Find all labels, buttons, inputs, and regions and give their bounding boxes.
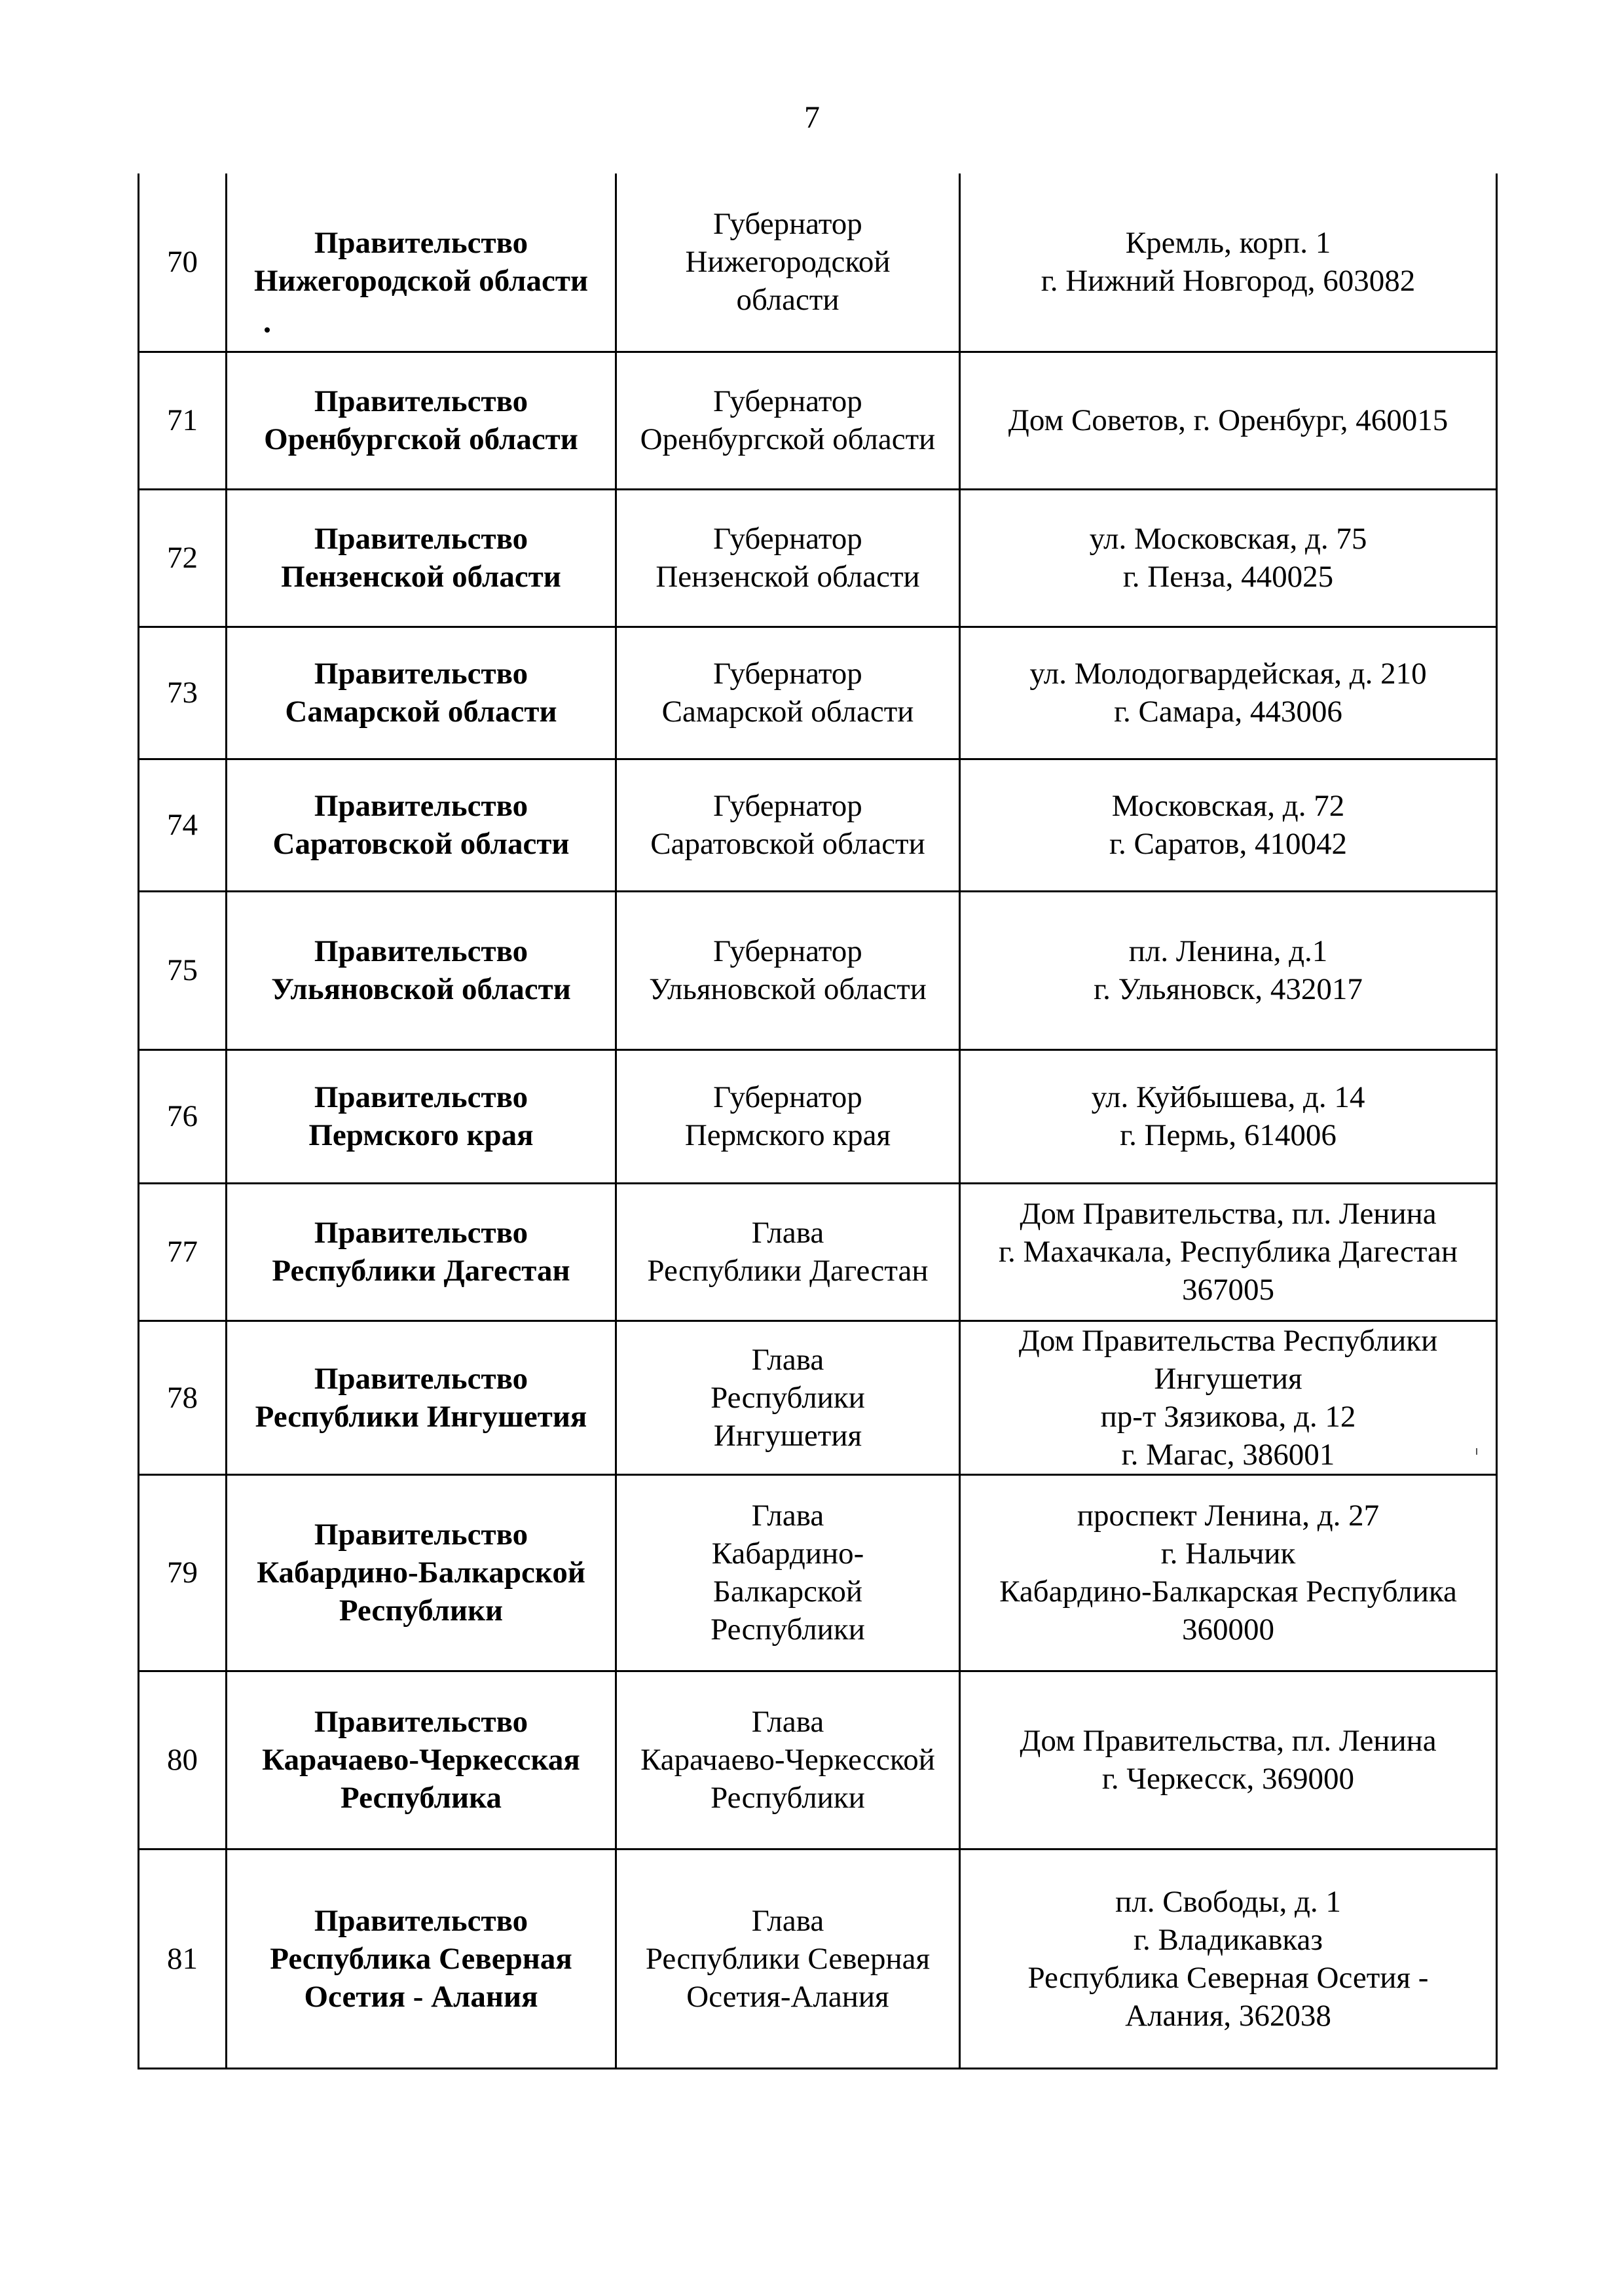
address-line: г. Магас, 386001 — [1121, 1437, 1335, 1472]
address-cell — [960, 759, 1497, 891]
address-cell — [960, 1849, 1497, 2068]
head-title-line: Глава — [751, 1216, 824, 1250]
row-number-cell — [139, 1474, 227, 1671]
organization-name-line: Самарской области — [285, 695, 557, 729]
address-line: г. Нижний Новгород, 603082 — [1041, 264, 1416, 299]
organization-name-cell — [227, 1183, 616, 1321]
organization-name-line: Правительство — [314, 934, 528, 968]
address-line: г. Владикавказ — [1134, 1922, 1323, 1957]
address-line: ул. Куйбышева, д. 14 — [1091, 1080, 1365, 1114]
table-row — [139, 173, 1497, 352]
head-title-line: Губернатор — [713, 657, 862, 691]
organization-name-line: Республики — [339, 1594, 504, 1628]
row-number: 75 — [167, 953, 198, 987]
address-cell — [960, 352, 1497, 489]
head-title-line: Губернатор — [713, 789, 862, 823]
organization-name-line: Нижегородской области — [253, 264, 589, 299]
head-title-line: Карачаево-Черкесской — [640, 1743, 935, 1777]
organization-name-line: Правительство — [314, 657, 528, 691]
address-line: проспект Ленина, д. 27 — [1077, 1499, 1380, 1533]
organization-name-cell — [227, 352, 616, 489]
table-body — [139, 173, 1497, 2068]
row-number: 77 — [167, 1235, 198, 1269]
row-number-cell — [139, 489, 227, 627]
row-number-cell — [139, 1671, 227, 1849]
organization-name-cell — [227, 627, 616, 759]
organization-name-line: Республика Северная — [270, 1941, 572, 1976]
organization-name-line: Пензенской области — [281, 560, 561, 594]
address-line: г. Нальчик — [1160, 1537, 1296, 1571]
organization-name-line: Республики Ингушетия — [255, 1399, 587, 1434]
organization-name-line: Правительство — [314, 1705, 528, 1739]
organization-name-cell — [227, 173, 616, 352]
head-title-line: Кабардино- — [711, 1537, 864, 1571]
address-line: пл. Ленина, д.1 — [1128, 934, 1328, 968]
table-row — [139, 489, 1497, 627]
row-number-cell — [139, 891, 227, 1049]
organization-name-line: Правительство — [314, 522, 528, 556]
address-line: Дом Правительства, пл. Ленина — [1020, 1724, 1437, 1758]
address-line: г. Махачкала, Республика Дагестан — [999, 1235, 1458, 1269]
head-title-line: Губернатор — [713, 522, 862, 556]
organization-name-cell — [227, 1671, 616, 1849]
head-title-line: Осетия-Алания — [686, 1979, 889, 2014]
row-number-cell — [139, 759, 227, 891]
address-line: г. Пермь, 614006 — [1120, 1118, 1337, 1152]
organization-name-line: Республика — [341, 1781, 502, 1815]
address-line: Дом Советов, г. Оренбург, 460015 — [1008, 403, 1449, 437]
organization-name-cell — [227, 1849, 616, 2068]
organization-name-line: Оренбургской области — [264, 422, 578, 456]
address-cell — [960, 1183, 1497, 1321]
address-cell — [960, 627, 1497, 759]
organization-name-line: Осетия - Алания — [304, 1979, 538, 2014]
head-title-line: Самарской области — [661, 695, 914, 729]
address-line: пр-т Зязикова, д. 12 — [1100, 1399, 1356, 1434]
address-line: г. Ульяновск, 432017 — [1094, 972, 1363, 1006]
head-title-line: Оренбургской области — [640, 422, 936, 456]
head-title-cell — [616, 1474, 960, 1671]
stray-dot-mark — [265, 327, 270, 333]
head-title-cell — [616, 1049, 960, 1183]
row-number-cell — [139, 627, 227, 759]
organization-name-cell — [227, 891, 616, 1049]
organization-name-line: Правительство — [314, 1903, 528, 1938]
head-title-line: Республики — [710, 1613, 865, 1647]
address-line: Московская, д. 72 — [1111, 789, 1345, 823]
row-number-cell — [139, 1183, 227, 1321]
row-number: 79 — [167, 1556, 198, 1590]
row-number-cell — [139, 1321, 227, 1474]
head-title-line: Губернатор — [713, 934, 862, 968]
address-line: Кремль, корп. 1 — [1125, 226, 1331, 261]
head-title-cell — [616, 173, 960, 352]
address-line: 360000 — [1182, 1613, 1274, 1647]
head-title-line: Республики Северная — [645, 1941, 931, 1976]
table-row — [139, 1049, 1497, 1183]
organization-name-line: Правительство — [314, 384, 528, 418]
head-title-cell — [616, 1849, 960, 2068]
head-title-cell — [616, 1671, 960, 1849]
address-line: 367005 — [1182, 1273, 1274, 1307]
address-line: г. Черкесск, 369000 — [1101, 1762, 1355, 1796]
table-row — [139, 759, 1497, 891]
address-cell — [960, 489, 1497, 627]
table-row — [139, 1183, 1497, 1321]
organization-name-cell — [227, 1321, 616, 1474]
head-title-line: Пермского края — [684, 1118, 891, 1152]
organization-name-line: Правительство — [314, 226, 528, 261]
row-number-cell — [139, 173, 227, 352]
address-line: Республика Северная Осетия - — [1027, 1960, 1429, 1995]
head-title-cell — [616, 1321, 960, 1474]
head-title-line: Республики — [710, 1781, 865, 1815]
row-number: 72 — [167, 541, 198, 575]
table-row — [139, 627, 1497, 759]
organization-name-cell — [227, 489, 616, 627]
row-number-cell — [139, 1049, 227, 1183]
head-title-line: Саратовской области — [650, 827, 925, 861]
organization-name-line: Карачаево-Черкесская — [262, 1743, 580, 1777]
head-title-line: области — [736, 283, 840, 318]
row-number: 70 — [167, 245, 198, 280]
organization-name-line: Кабардино-Балкарской — [257, 1556, 585, 1590]
head-title-line: Глава — [751, 1342, 824, 1377]
table-row — [139, 891, 1497, 1049]
address-line: Дом Правительства Республики — [1018, 1323, 1438, 1358]
table-row — [139, 1321, 1497, 1474]
government-contacts-table — [138, 173, 1498, 2069]
address-line: Ингушетия — [1154, 1361, 1302, 1396]
organization-name-line: Правительство — [314, 1518, 528, 1552]
address-line: ул. Молодогвардейская, д. 210 — [1029, 657, 1427, 691]
row-number: 74 — [167, 808, 198, 842]
organization-name-line: Правительство — [314, 1080, 528, 1114]
page-number: 7 — [804, 100, 820, 135]
address-line: Алания, 362038 — [1125, 1998, 1331, 2033]
organization-name-cell — [227, 759, 616, 891]
address-cell — [960, 1671, 1497, 1849]
head-title-line: Пензенской области — [655, 560, 920, 594]
head-title-line: Глава — [751, 1499, 824, 1533]
row-number: 73 — [167, 676, 198, 710]
table-row — [139, 1849, 1497, 2068]
organization-name-line: Правительство — [314, 1216, 528, 1250]
address-cell — [960, 1321, 1497, 1474]
address-line: Кабардино-Балкарская Республика — [999, 1575, 1457, 1609]
head-title-cell — [616, 1183, 960, 1321]
address-cell — [960, 173, 1497, 352]
head-title-cell — [616, 627, 960, 759]
organization-name-line: Саратовской области — [272, 827, 570, 861]
head-title-cell — [616, 352, 960, 489]
organization-name-line: Правительство — [314, 789, 528, 823]
organization-name-line: Республики Дагестан — [272, 1254, 570, 1288]
head-title-line: Глава — [751, 1705, 824, 1739]
head-title-line: Губернатор — [713, 384, 862, 418]
head-title-cell — [616, 759, 960, 891]
address-line: г. Пенза, 440025 — [1122, 560, 1334, 594]
row-number-cell — [139, 1849, 227, 2068]
head-title-line: Нижегородской — [685, 245, 891, 280]
row-number: 76 — [167, 1099, 198, 1133]
address-line: ул. Московская, д. 75 — [1089, 522, 1367, 556]
row-number: 71 — [167, 403, 198, 437]
head-title-line: Губернатор — [713, 207, 862, 242]
address-line: Дом Правительства, пл. Ленина — [1020, 1197, 1437, 1231]
address-cell — [960, 891, 1497, 1049]
head-title-cell — [616, 489, 960, 627]
head-title-line: Губернатор — [713, 1080, 862, 1114]
address-line: пл. Свободы, д. 1 — [1115, 1884, 1341, 1919]
address-line: г. Самара, 443006 — [1114, 695, 1342, 729]
organization-name-line: Пермского края — [308, 1118, 534, 1152]
organization-name-line: Правительство — [314, 1361, 528, 1396]
row-number: 81 — [167, 1941, 198, 1976]
address-line: г. Саратов, 410042 — [1109, 827, 1347, 861]
table-row — [139, 352, 1497, 489]
head-title-line: Глава — [751, 1903, 824, 1938]
head-title-line: Ингушетия — [713, 1418, 862, 1453]
organization-name-cell — [227, 1049, 616, 1183]
table-row — [139, 1474, 1497, 1671]
address-cell — [960, 1474, 1497, 1671]
organization-name-cell — [227, 1474, 616, 1671]
address-cell — [960, 1049, 1497, 1183]
organization-name-line: Ульяновской области — [271, 972, 571, 1006]
row-number: 78 — [167, 1380, 198, 1415]
head-title-line: Ульяновской области — [649, 972, 927, 1006]
table-row — [139, 1671, 1497, 1849]
head-title-cell — [616, 891, 960, 1049]
head-title-line: Республики — [710, 1380, 865, 1415]
row-number: 80 — [167, 1743, 198, 1777]
stray-tick-mark — [1476, 1448, 1477, 1455]
row-number-cell — [139, 352, 227, 489]
head-title-line: Республики Дагестан — [647, 1254, 929, 1288]
head-title-line: Балкарской — [712, 1575, 863, 1609]
